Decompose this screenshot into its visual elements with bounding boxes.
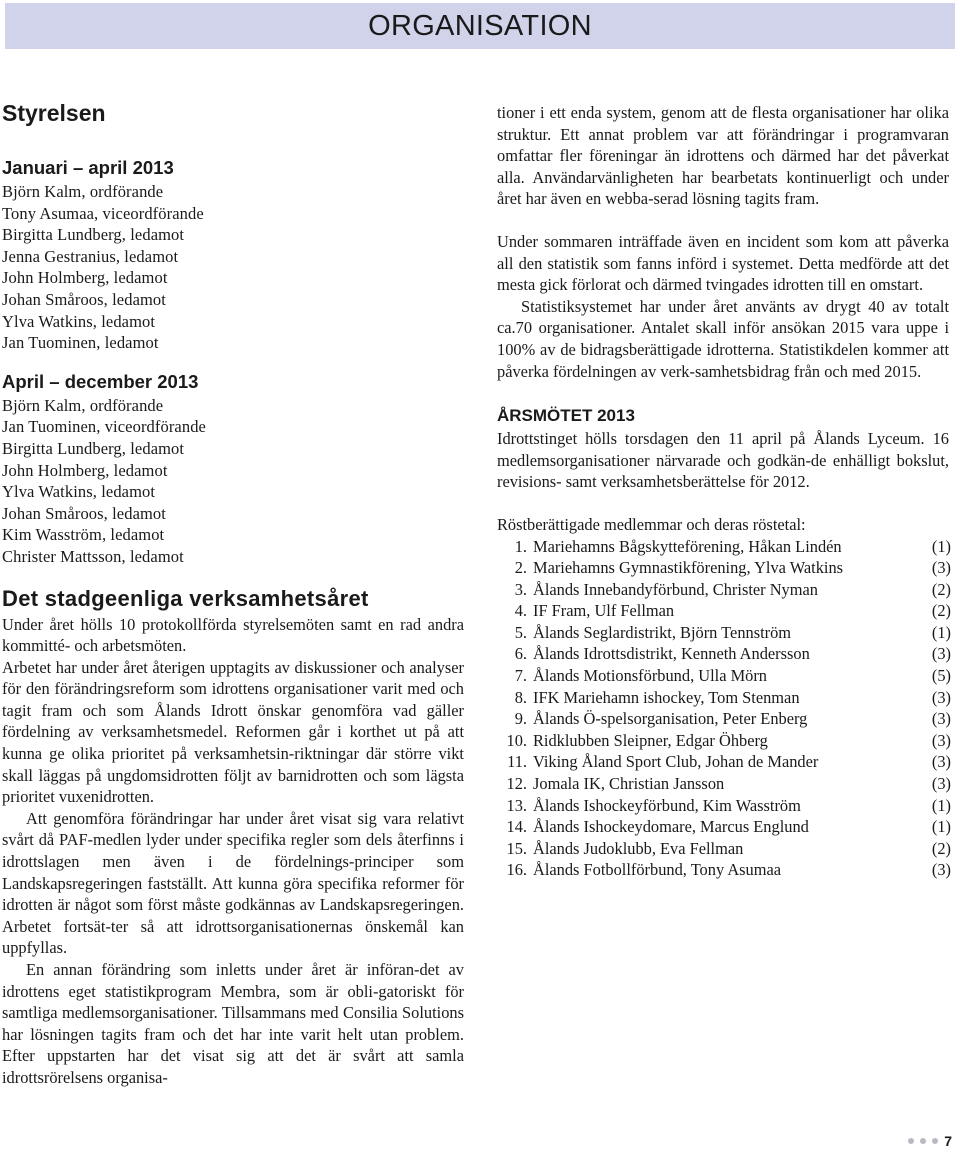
list-item	[497, 859, 949, 881]
item-number: 15.	[506, 838, 527, 858]
list-item	[497, 730, 949, 752]
list-item	[497, 600, 949, 622]
list-item	[497, 622, 949, 644]
page-title: ORGANISATION	[368, 10, 592, 42]
item-number: 7.	[514, 666, 527, 686]
list-item	[497, 557, 949, 579]
member-name: Mariehamns Gymnastikförening, Ylva Watkins	[533, 558, 844, 578]
list-item	[497, 536, 949, 558]
item-number: 16.	[506, 860, 527, 880]
member-name: Viking Åland Sport Club, Johan de Mander	[533, 752, 819, 772]
list-item	[497, 751, 949, 773]
list-item	[497, 816, 949, 838]
item-number: 4.	[514, 601, 527, 621]
votes-intro: Röstberättigade medlemmar och deras röstetal:	[497, 514, 806, 534]
list-item	[497, 687, 949, 709]
list-item	[497, 579, 949, 601]
member-name: Jomala IK, Christian Jansson	[533, 774, 725, 794]
header-banner	[5, 3, 955, 49]
item-number: 1.	[514, 536, 527, 556]
arsmotet-heading: ÅRSMÖTET 2013	[497, 406, 635, 426]
period2-heading: April – december 2013	[2, 370, 199, 392]
paragraph-membra-continued: tioner i ett enda system, genom att de flesta organisationer har olika struktur. Ett annat problem var att förändringar i programvaran omfattar fler föreningar än idrottens och därmed har det påverkat alla. Användarvänligheten har bearbetats kontinuerligt och under året har även en webba-serad lösning tagits fram.	[497, 103, 949, 209]
voting-members-list	[497, 536, 949, 882]
member-item: Ylva Watkins, ledamot	[2, 311, 156, 331]
member-item: Kim Wasström, ledamot	[2, 525, 165, 545]
item-number: 9.	[514, 709, 527, 729]
member-item: Ylva Watkins, ledamot	[2, 482, 156, 502]
item-number: 3.	[514, 579, 527, 599]
member-name: Ålands Idrottsdistrikt, Kenneth Andersson	[533, 644, 810, 664]
paragraph-changes: Att genomföra förändringar har under året visat sig vara relativt svårt då PAF-medlen lyder under specifika regler som dels återfinns i idrottslagen men även i de fördelnings-principer som Landskapsregeringen fastställt. Att kunna göra specifika reformer för idrotten är något som först måste godkännas av Landskapsregeringen. Arbetet fortsät-ter så att idrottsorganisationernas önskemål kan uppfyllas.	[2, 808, 464, 958]
period2-member-list	[2, 395, 464, 568]
left-column	[2, 100, 464, 1089]
vote-count: (3)	[931, 709, 951, 729]
member-name: Ålands Motionsförbund, Ulla Mörn	[533, 666, 768, 686]
paragraph-statistics: Statistiksystemet har under året använts av drygt 40 av totalt ca.70 organisationer. Antalet skall inför ansökan 2015 vara uppe i 100% av de bidragsberättigade idrotterna. Statistikdelen kommer att påverka fördelningen av verk-samhetsbidrag från och med 2015.	[497, 296, 949, 381]
item-number: 13.	[506, 795, 527, 815]
vote-count: (2)	[931, 579, 951, 599]
dot-icon	[932, 1138, 938, 1144]
member-item: Johan Småroos, ledamot	[2, 503, 166, 523]
vote-count: (3)	[931, 752, 951, 772]
vote-count: (1)	[931, 817, 951, 837]
period1-member-list	[2, 181, 464, 354]
member-name: Ålands Innebandyförbund, Christer Nyman	[533, 579, 818, 599]
list-item	[497, 665, 949, 687]
member-item: Christer Mattsson, ledamot	[2, 546, 184, 566]
page-footer	[908, 1133, 952, 1149]
member-name: Ålands Judoklubb, Eva Fellman	[533, 838, 744, 858]
member-name: IFK Mariehamn ishockey, Tom Stenman	[533, 687, 800, 707]
member-name: Ridklubben Sleipner, Edgar Öhberg	[533, 730, 768, 750]
item-number: 6.	[514, 644, 527, 664]
page-number: 7	[944, 1133, 952, 1149]
vote-count: (3)	[931, 558, 951, 578]
member-item: Tony Asumaa, viceordförande	[2, 203, 204, 223]
item-number: 10.	[506, 730, 527, 750]
item-number: 12.	[506, 774, 527, 794]
member-name: Mariehamns Bågskytteförening, Håkan Lindén	[533, 536, 842, 556]
list-item	[497, 773, 949, 795]
dot-icon	[908, 1138, 914, 1144]
list-item	[497, 795, 949, 817]
member-item: Birgitta Lundberg, ledamot	[2, 225, 185, 245]
dot-icon	[920, 1138, 926, 1144]
item-number: 11.	[507, 752, 527, 772]
paragraph-incident: Under sommaren inträffade även en incident som kom att påverka all den statistik som fanns införd i systemet. Detta medförde att det mesta gick förlorat och därmed tvingades idrotten till en omstart.	[497, 231, 949, 295]
paragraph-arsmotet: Idrottstinget hölls torsdagen den 11 april på Ålands Lyceum. 16 medlemsorganisationer närvarade och godkän-de enhälligt bokslut, revisions- samt verksamhetsberättelse för 2012.	[497, 429, 949, 492]
right-column	[497, 102, 949, 881]
member-item: Jan Tuominen, viceordförande	[2, 417, 206, 437]
item-number: 2.	[514, 558, 527, 578]
list-item	[497, 643, 949, 665]
vote-count: (2)	[931, 838, 951, 858]
member-name: Ålands Fotbollförbund, Tony Asumaa	[533, 860, 782, 880]
item-number: 8.	[514, 687, 527, 707]
period1-heading: Januari – april 2013	[2, 157, 174, 178]
verksamhetsaret-heading: Det stadgeenliga verksamhetsåret	[2, 585, 369, 611]
member-item: John Holmberg, ledamot	[2, 268, 168, 288]
paragraph-membra: En annan förändring som inletts under året är införan-det av idrottens eget statistikprogram Membra, som är obli-gatoriskt för samtliga medlemsorganisationer. Tillsammans med Consilia Solutions har lösningen tagits fram och det har inte varit helt utan problem. Efter uppstarten har det visat sig att det är svårt att samla idrottsrörelsens organisa-	[2, 960, 464, 1087]
vote-count: (3)	[931, 687, 951, 707]
member-item: Birgitta Lundberg, ledamot	[2, 438, 185, 458]
vote-count: (3)	[931, 860, 951, 880]
member-item: John Holmberg, ledamot	[2, 460, 168, 480]
member-item: Jenna Gestranius, ledamot	[2, 246, 179, 266]
vote-count: (3)	[931, 774, 951, 794]
vote-count: (3)	[931, 730, 951, 750]
member-item: Jan Tuominen, ledamot	[2, 333, 159, 353]
member-name: IF Fram, Ulf Fellman	[533, 601, 675, 621]
member-name: Ålands Ishockeyförbund, Kim Wasström	[533, 795, 801, 815]
member-item: Johan Småroos, ledamot	[2, 289, 166, 309]
member-item: Björn Kalm, ordförande	[2, 395, 164, 415]
paragraph-meetings: Under året hölls 10 protokollförda styrelsemöten samt en rad andra kommitté- och arbetsmöten.	[2, 614, 464, 656]
vote-count: (1)	[931, 536, 951, 556]
list-item	[497, 708, 949, 730]
section-title-styrelsen: Styrelsen	[2, 100, 106, 126]
vote-count: (5)	[931, 666, 951, 686]
vote-count: (2)	[931, 601, 951, 621]
list-item	[497, 838, 949, 860]
member-item: Björn Kalm, ordförande	[2, 182, 164, 201]
item-number: 14.	[506, 817, 527, 837]
member-name: Ålands Ö-spelsorganisation, Peter Enberg	[533, 709, 808, 729]
paragraph-reform: Arbetet har under året återigen upptagits av diskussioner och analyser för den förändringsreform som idrottens organisationer varit med och tagit fram och som Ålands Idrott önskar genomföra vad gäller fördelning av verksamhetsmedel. Reformen går i korthet ut på att kunna ge olika prioritet på verksamhetsin-riktningar där större vikt skall läggas på ungdomsidrotten följt av barnidrotten och som lägsta prioritet vuxenidrotten.	[2, 657, 464, 807]
member-name: Ålands Ishockeydomare, Marcus Englund	[533, 817, 809, 837]
item-number: 5.	[514, 622, 527, 642]
member-name: Ålands Seglardistrikt, Björn Tennström	[533, 622, 792, 642]
vote-count: (1)	[931, 622, 951, 642]
vote-count: (1)	[931, 795, 951, 815]
vote-count: (3)	[931, 644, 951, 664]
